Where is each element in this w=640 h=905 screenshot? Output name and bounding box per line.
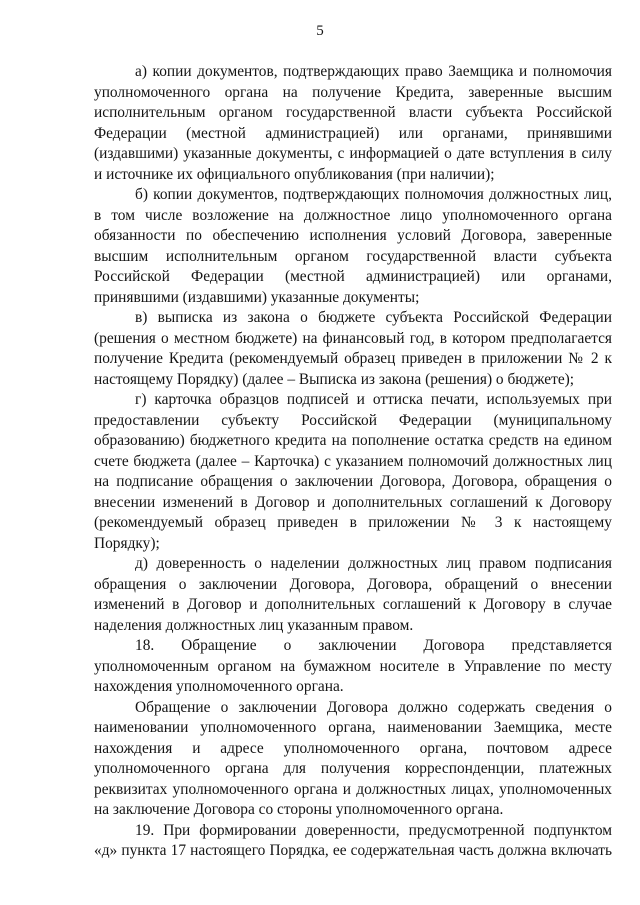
paragraph-b: б) копии документов, подтверждающих полномочия должностных лиц, в том числе возложение на должностное лицо уполномоченного органа обязанности по обеспечению исполнения условий Договора, заверенные высшим исполнительным органом государственной власти субъекта Российской Федерации (местной администрацией) или органами, принявшими (издавшими) указанные документы; — [94, 186, 612, 306]
paragraph-d: д) доверенность о наделении должностных лиц правом подписания обращения о заключении Договора, Договора, обращений о внесении изменений в Договор и дополнительных соглашений к Договору в случае наделения должностных лиц указанным правом. — [94, 555, 612, 634]
paragraph-19: 19. При формировании доверенности, предусмотренной подпунктом «д» пункта 17 настоящего Порядка, ее содержательная часть должна включать — [94, 821, 612, 859]
paragraph-g: г) карточка образцов подписей и оттиска печати, используемых при предоставлении субъекту Российской Федерации (муниципальному образованию) бюджетного кредита на пополнение остатка средств на едином счете бюджета (далее – Карточка) с указанием полномочий должностных лиц на подписание обращения о заключении Договора, Договора, обращения о внесении изменений в Договор и дополнительных соглашений к Договору (рекомендуемый образец приведен в приложении № 3 к настоящему Порядку); — [94, 391, 612, 552]
paragraph-a: а) копии документов, подтверждающих право Заемщика и полномочия уполномоченного органа на получение Кредита, заверенные высшим исполнительным органом государственной власти субъекта Российской Федерации (местной администрацией) или органами, принявшими (издавшими) указанные документы, с информацией о дате вступления в силу и источнике их официального опубликования (при наличии); — [94, 63, 612, 183]
paragraph-18-contents: Обращение о заключении Договора должно содержать сведения о наименовании уполномоченного органа, наименовании Заемщика, месте нахождения и адресе уполномоченного органа, почтовом адресе уполномоченного органа для получения корреспонденции, платежных реквизитах уполномоченного органа и должностных лицах, уполномоченных на заключение Договора со стороны уполномоченного органа. — [94, 698, 612, 818]
document-body — [94, 62, 612, 862]
page-number: 5 — [316, 23, 324, 39]
paragraph-18: 18. Обращение о заключении Договора представляется уполномоченным органом на бумажном носителе в Управление по месту нахождения уполномоченного органа. — [94, 637, 612, 695]
paragraph-v: в) выписка из закона о бюджете субъекта Российской Федерации (решения о местном бюджете) на финансовый год, в котором предполагается получение Кредита (рекомендуемый образец приведен в приложении № 2 к настоящему Порядку) (далее – Выписка из закона (решения) о бюджете); — [94, 309, 612, 388]
